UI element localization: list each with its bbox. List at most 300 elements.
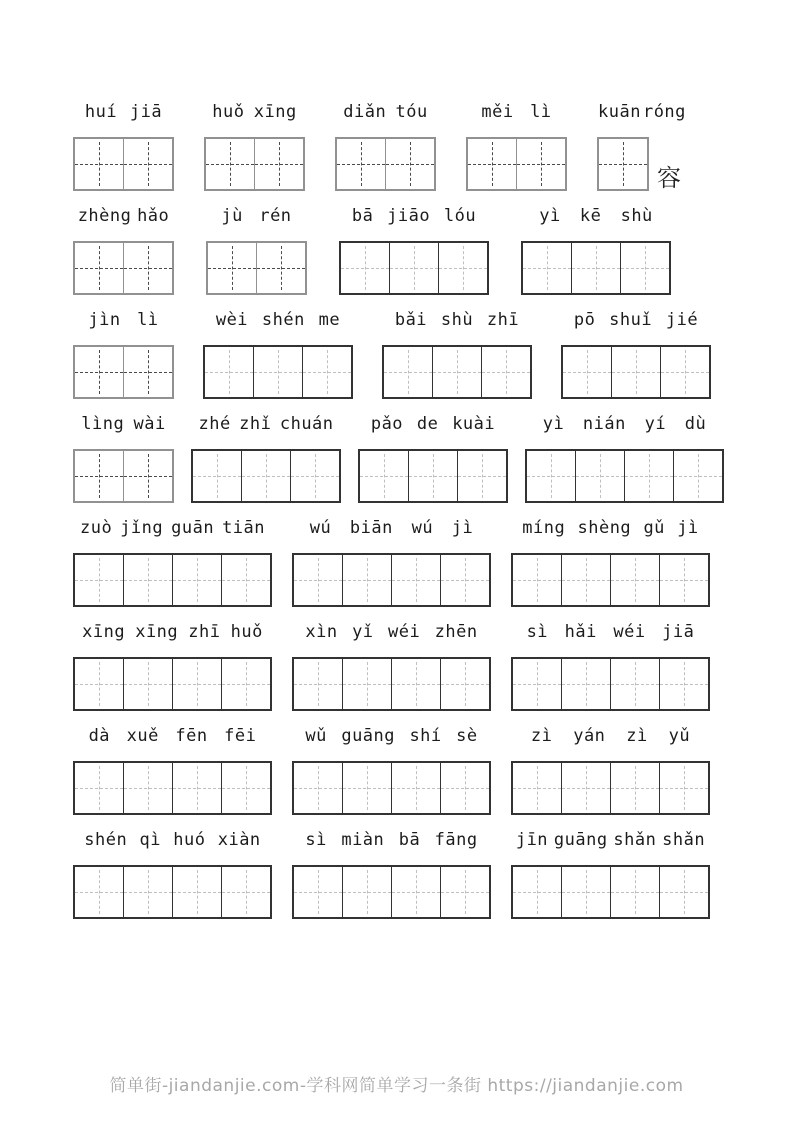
writing-grid xyxy=(358,449,508,503)
writing-cell xyxy=(294,867,342,917)
word-group xyxy=(511,828,710,919)
footer-watermark: 简单街-jiandanjie.com-学科网简单学习一条街 https://jiandanjie.com xyxy=(109,1076,684,1096)
pinyin-syllable: zuò xyxy=(79,518,113,538)
writing-cell xyxy=(205,347,253,397)
word-group xyxy=(73,204,174,295)
writing-cell xyxy=(659,659,708,709)
pinyin-syllable: róng xyxy=(642,102,686,122)
writing-cell xyxy=(391,763,440,813)
writing-cell xyxy=(659,555,708,605)
writing-cell xyxy=(342,555,391,605)
writing-cell xyxy=(527,451,575,501)
word-group xyxy=(525,412,724,503)
writing-grid xyxy=(204,137,305,191)
pinyin-syllable: sì xyxy=(305,830,327,850)
writing-grid xyxy=(525,449,724,503)
writing-cell xyxy=(123,243,172,293)
pinyin-label xyxy=(511,620,710,644)
pinyin-label xyxy=(521,204,671,228)
word-group xyxy=(206,204,307,295)
writing-cell xyxy=(599,139,647,189)
grid-line xyxy=(358,449,508,503)
writing-cell xyxy=(610,763,659,813)
pinyin-syllable: jiā xyxy=(662,622,695,642)
word-group xyxy=(597,100,687,191)
pinyin-syllable: diǎn xyxy=(343,102,387,122)
writing-cell xyxy=(620,243,669,293)
pinyin-syllable: gǔ xyxy=(643,518,665,538)
word-group xyxy=(73,516,272,607)
pinyin-syllable: jiāo xyxy=(387,206,431,226)
writing-cell xyxy=(342,659,391,709)
pinyin-label xyxy=(292,620,491,644)
writing-cell xyxy=(294,659,342,709)
pinyin-syllable: shí xyxy=(409,726,442,746)
writing-cell xyxy=(481,347,530,397)
writing-grid xyxy=(203,345,353,399)
pinyin-syllable: me xyxy=(318,310,341,330)
pinyin-syllable: xīng xyxy=(82,622,126,642)
writing-cell xyxy=(123,451,172,501)
pinyin-label xyxy=(466,100,567,124)
pinyin-syllable: guān xyxy=(171,518,215,538)
pinyin-syllable: kuān xyxy=(598,102,641,122)
pinyin-syllable: jù xyxy=(221,206,243,226)
pinyin-syllable: yí xyxy=(644,414,667,434)
pinyin-label xyxy=(382,308,532,332)
grid-line xyxy=(292,657,491,711)
pinyin-syllable: lóu xyxy=(443,206,477,226)
word-group xyxy=(73,100,174,191)
pinyin-syllable: huǒ xyxy=(230,622,263,642)
word-group xyxy=(73,412,174,503)
grid-line xyxy=(511,553,710,607)
pinyin-label xyxy=(525,412,724,436)
word-group xyxy=(511,724,710,815)
writing-cell xyxy=(385,139,434,189)
writing-grid xyxy=(292,865,491,919)
writing-cell xyxy=(408,451,457,501)
writing-grid xyxy=(292,761,491,815)
writing-cell xyxy=(75,139,123,189)
writing-cell xyxy=(123,659,172,709)
word-group xyxy=(292,828,491,919)
writing-cell xyxy=(221,555,270,605)
pinyin-label xyxy=(511,516,710,540)
writing-grid xyxy=(73,241,174,295)
writing-cell xyxy=(561,867,610,917)
worksheet-body xyxy=(73,100,735,932)
word-group xyxy=(339,204,489,295)
writing-cell xyxy=(241,451,290,501)
grid-line xyxy=(511,865,710,919)
pinyin-label xyxy=(511,724,710,748)
pinyin-syllable: měi xyxy=(481,102,514,122)
writing-grid xyxy=(73,761,272,815)
writing-cell xyxy=(302,347,351,397)
pinyin-syllable: jǐng xyxy=(120,518,164,538)
writing-cell xyxy=(561,659,610,709)
worksheet-row xyxy=(73,204,735,295)
pinyin-syllable: xiàn xyxy=(217,830,261,850)
writing-cell xyxy=(563,347,611,397)
pinyin-syllable: wéi xyxy=(613,622,646,642)
writing-grid xyxy=(339,241,489,295)
writing-cell xyxy=(659,763,708,813)
pinyin-syllable: yán xyxy=(573,726,606,746)
writing-cell xyxy=(193,451,241,501)
pinyin-syllable: kuài xyxy=(452,414,496,434)
pinyin-syllable: yǔ xyxy=(668,726,691,746)
grid-line xyxy=(191,449,341,503)
writing-cell xyxy=(440,867,489,917)
grid-line xyxy=(561,345,711,399)
pinyin-label xyxy=(335,100,436,124)
pinyin-syllable: lì xyxy=(530,102,552,122)
pinyin-syllable: fāng xyxy=(434,830,478,850)
word-group xyxy=(73,308,174,399)
grid-line xyxy=(73,761,272,815)
pinyin-syllable: kē xyxy=(579,206,602,226)
pinyin-syllable: shén xyxy=(84,830,128,850)
writing-cell xyxy=(172,763,221,813)
writing-cell xyxy=(294,763,342,813)
pinyin-syllable: yì xyxy=(542,414,565,434)
pinyin-syllable: zì xyxy=(626,726,648,746)
writing-cell xyxy=(172,555,221,605)
writing-cell xyxy=(389,243,438,293)
writing-cell xyxy=(516,139,565,189)
writing-cell xyxy=(337,139,385,189)
writing-grid xyxy=(561,345,711,399)
grid-line xyxy=(511,761,710,815)
pinyin-syllable: huí xyxy=(84,102,118,122)
writing-cell xyxy=(172,659,221,709)
pinyin-label xyxy=(203,308,353,332)
worksheet-row xyxy=(73,828,735,919)
grid-line xyxy=(73,449,174,503)
writing-grid xyxy=(335,137,436,191)
writing-grid xyxy=(597,137,649,191)
word-group xyxy=(203,308,353,399)
pinyin-syllable: tiān xyxy=(222,518,266,538)
pinyin-syllable: shèng xyxy=(577,518,632,538)
grid-line xyxy=(73,241,174,295)
writing-cell xyxy=(341,243,389,293)
writing-cell xyxy=(624,451,673,501)
writing-cell xyxy=(561,763,610,813)
writing-cell xyxy=(660,347,709,397)
pinyin-syllable: biān xyxy=(349,518,393,538)
pinyin-syllable: rén xyxy=(259,206,292,226)
pinyin-syllable: wú xyxy=(411,518,434,538)
pinyin-label xyxy=(73,204,174,228)
pinyin-label xyxy=(73,724,272,748)
pinyin-syllable: jì xyxy=(677,518,699,538)
worksheet-row xyxy=(73,100,735,191)
pinyin-syllable: xīng xyxy=(135,622,179,642)
grid-line xyxy=(339,241,489,295)
pinyin-syllable: sì xyxy=(526,622,549,642)
pinyin-syllable: hǎo xyxy=(137,206,170,226)
writing-grid xyxy=(73,865,272,919)
grid-line xyxy=(466,137,567,191)
writing-grid xyxy=(511,761,710,815)
worksheet-row xyxy=(73,308,735,399)
pinyin-syllable: zhèng xyxy=(77,206,132,226)
pinyin-syllable: chuán xyxy=(279,414,334,434)
pinyin-label xyxy=(597,100,687,124)
pinyin-syllable: guāng xyxy=(553,830,608,850)
writing-cell xyxy=(523,243,571,293)
word-group xyxy=(292,620,491,711)
writing-cell xyxy=(432,347,481,397)
writing-grid xyxy=(466,137,567,191)
pinyin-syllable: xīng xyxy=(253,102,297,122)
pinyin-syllable: shǎn xyxy=(662,830,706,850)
pinyin-syllable: jìn xyxy=(88,310,121,330)
pinyin-syllable: jiā xyxy=(129,102,163,122)
word-group xyxy=(204,100,305,191)
pinyin-label xyxy=(292,724,491,748)
pinyin-syllable: shǎn xyxy=(613,830,657,850)
writing-cell xyxy=(290,451,339,501)
writing-cell xyxy=(208,243,256,293)
writing-cell xyxy=(384,347,432,397)
grid-line xyxy=(292,865,491,919)
grid-line xyxy=(203,345,353,399)
pinyin-syllable: wú xyxy=(309,518,332,538)
pinyin-syllable: tóu xyxy=(395,102,428,122)
writing-grid xyxy=(73,137,174,191)
word-group xyxy=(73,620,272,711)
pinyin-syllable: fēn xyxy=(175,726,208,746)
pinyin-label xyxy=(73,516,272,540)
word-group xyxy=(73,724,272,815)
writing-grid xyxy=(206,241,307,295)
pinyin-syllable: jīn xyxy=(515,830,549,850)
writing-cell xyxy=(75,555,123,605)
word-group xyxy=(511,516,710,607)
pinyin-label xyxy=(204,100,305,124)
worksheet-row xyxy=(73,516,735,607)
writing-cell xyxy=(123,867,172,917)
pinyin-syllable: fēi xyxy=(224,726,257,746)
pinyin-syllable: lì xyxy=(137,310,159,330)
pinyin-syllable: miàn xyxy=(341,830,385,850)
word-group xyxy=(358,412,508,503)
grid-line xyxy=(204,137,305,191)
pinyin-syllable: hǎi xyxy=(564,622,597,642)
writing-cell xyxy=(440,555,489,605)
writing-cell xyxy=(123,347,172,397)
writing-cell xyxy=(123,139,172,189)
writing-cell xyxy=(575,451,624,501)
grid-line xyxy=(335,137,436,191)
pinyin-syllable: wài xyxy=(133,414,166,434)
word-group xyxy=(382,308,532,399)
writing-cell xyxy=(256,243,305,293)
pinyin-label xyxy=(73,412,174,436)
pinyin-syllable: lìng xyxy=(81,414,125,434)
writing-cell xyxy=(206,139,254,189)
pinyin-syllable: bā xyxy=(351,206,374,226)
writing-grid xyxy=(292,553,491,607)
pinyin-syllable: nián xyxy=(582,414,626,434)
pinyin-label xyxy=(73,100,174,124)
grid-line xyxy=(521,241,671,295)
writing-cell xyxy=(611,347,660,397)
pinyin-syllable: shù xyxy=(440,310,474,330)
writing-cell xyxy=(391,659,440,709)
pinyin-syllable: bā xyxy=(398,830,421,850)
writing-cell xyxy=(440,763,489,813)
worksheet-row xyxy=(73,412,735,503)
writing-grid xyxy=(511,657,710,711)
word-group xyxy=(292,724,491,815)
grid-line xyxy=(73,553,272,607)
word-group xyxy=(466,100,567,191)
pinyin-syllable: pǎo xyxy=(370,414,404,434)
word-group xyxy=(292,516,491,607)
writing-cell xyxy=(513,867,561,917)
writing-cell xyxy=(254,139,303,189)
pinyin-label xyxy=(73,620,272,644)
pinyin-syllable: xìn xyxy=(305,622,338,642)
pinyin-syllable: shuǐ xyxy=(609,310,653,330)
pinyin-syllable: dà xyxy=(88,726,111,746)
word-group xyxy=(521,204,671,295)
writing-cell xyxy=(468,139,516,189)
writing-cell xyxy=(294,555,342,605)
pinyin-syllable: sè xyxy=(456,726,478,746)
grid-line xyxy=(525,449,724,503)
writing-cell xyxy=(391,867,440,917)
pinyin-syllable: bǎi xyxy=(394,310,428,330)
pinyin-label xyxy=(339,204,489,228)
writing-grid xyxy=(73,345,174,399)
writing-cell xyxy=(75,659,123,709)
pinyin-syllable: míng xyxy=(522,518,566,538)
pinyin-syllable: zhǐ xyxy=(239,414,272,434)
grid-line xyxy=(382,345,532,399)
pinyin-syllable: xuě xyxy=(126,726,159,746)
writing-cell xyxy=(221,659,270,709)
writing-cell xyxy=(673,451,722,501)
word-group xyxy=(73,828,272,919)
pinyin-syllable: shù xyxy=(620,206,653,226)
pinyin-syllable: zhēn xyxy=(434,622,478,642)
given-character: 容 xyxy=(657,164,681,192)
pinyin-syllable: qì xyxy=(139,830,161,850)
pinyin-label xyxy=(292,828,491,852)
pinyin-syllable: zhī xyxy=(486,310,520,330)
pinyin-syllable: yǐ xyxy=(352,622,374,642)
word-group xyxy=(561,308,711,399)
writing-cell xyxy=(391,555,440,605)
writing-cell xyxy=(438,243,487,293)
writing-cell xyxy=(659,867,708,917)
writing-cell xyxy=(610,659,659,709)
writing-cell xyxy=(221,867,270,917)
pinyin-label xyxy=(511,828,710,852)
writing-grid xyxy=(511,553,710,607)
writing-grid xyxy=(73,449,174,503)
pinyin-syllable: pō xyxy=(573,310,596,330)
writing-grid xyxy=(521,241,671,295)
writing-cell xyxy=(561,555,610,605)
writing-cell xyxy=(440,659,489,709)
writing-cell xyxy=(610,867,659,917)
writing-cell xyxy=(75,243,123,293)
writing-grid xyxy=(191,449,341,503)
pinyin-label xyxy=(358,412,508,436)
writing-grid xyxy=(73,553,272,607)
writing-cell xyxy=(123,763,172,813)
writing-cell xyxy=(513,763,561,813)
grid-line xyxy=(597,137,687,191)
pinyin-label xyxy=(206,204,307,228)
pinyin-syllable: shén xyxy=(261,310,305,330)
writing-cell xyxy=(513,659,561,709)
grid-line xyxy=(73,657,272,711)
grid-line xyxy=(73,865,272,919)
pinyin-label xyxy=(292,516,491,540)
writing-cell xyxy=(75,867,123,917)
grid-line xyxy=(292,761,491,815)
pinyin-syllable: wǔ xyxy=(305,726,327,746)
pinyin-syllable: wèi xyxy=(215,310,249,330)
writing-grid xyxy=(292,657,491,711)
grid-line xyxy=(73,137,174,191)
pinyin-syllable: huó xyxy=(173,830,206,850)
writing-cell xyxy=(75,347,123,397)
writing-grid xyxy=(511,865,710,919)
pinyin-syllable: jié xyxy=(665,310,699,330)
writing-cell xyxy=(513,555,561,605)
pinyin-syllable: guāng xyxy=(341,726,396,746)
writing-cell xyxy=(253,347,302,397)
grid-line xyxy=(73,345,174,399)
pinyin-label xyxy=(191,412,341,436)
writing-cell xyxy=(172,867,221,917)
pinyin-syllable: wéi xyxy=(387,622,421,642)
pinyin-syllable: yì xyxy=(539,206,561,226)
word-group xyxy=(191,412,341,503)
pinyin-syllable: de xyxy=(416,414,439,434)
pinyin-syllable: huǒ xyxy=(212,102,245,122)
word-group xyxy=(335,100,436,191)
writing-cell xyxy=(457,451,506,501)
worksheet-row xyxy=(73,724,735,815)
writing-cell xyxy=(571,243,620,293)
pinyin-syllable: zhī xyxy=(188,622,221,642)
writing-grid xyxy=(382,345,532,399)
grid-line xyxy=(292,553,491,607)
writing-cell xyxy=(342,763,391,813)
writing-cell xyxy=(342,867,391,917)
grid-line xyxy=(511,657,710,711)
word-group xyxy=(511,620,710,711)
pinyin-syllable: zhé xyxy=(198,414,231,434)
writing-cell xyxy=(610,555,659,605)
writing-cell xyxy=(123,555,172,605)
writing-cell xyxy=(75,763,123,813)
pinyin-syllable: dù xyxy=(684,414,707,434)
grid-line xyxy=(206,241,307,295)
writing-cell xyxy=(221,763,270,813)
pinyin-label xyxy=(73,828,272,852)
